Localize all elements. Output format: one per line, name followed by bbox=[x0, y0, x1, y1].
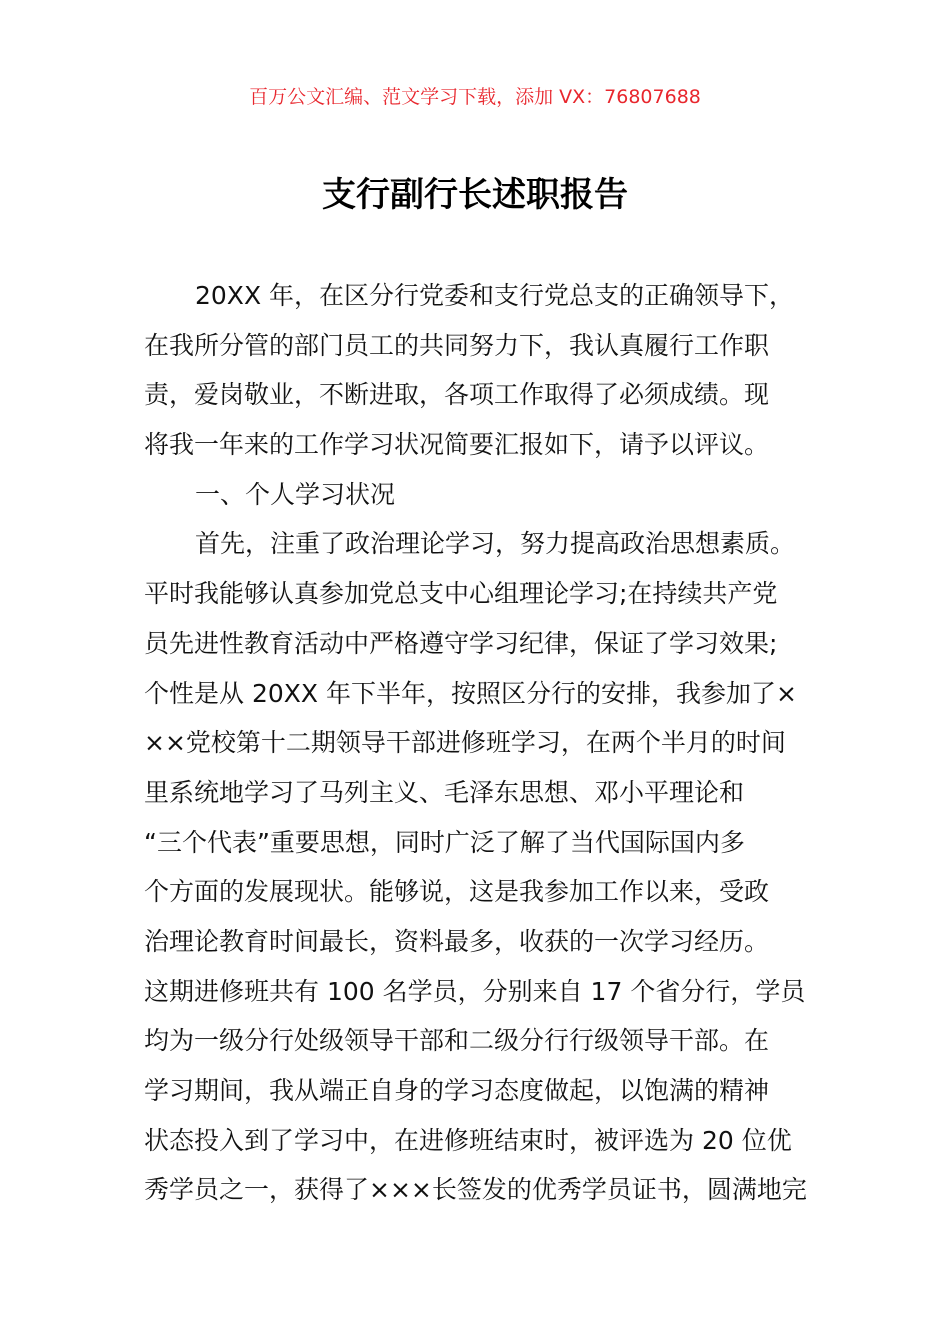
paragraph-line: 学习期间，我从端正自身的学习态度做起，以饱满的精神 bbox=[144, 1076, 770, 1105]
paragraph-line: 首先，注重了政治理论学习，努力提高政治思想素质。 bbox=[195, 529, 796, 559]
paragraph-line: 责，爱岗敬业，不断进取，各项工作取得了必须成绩。现 bbox=[144, 380, 770, 410]
document-title: 支行副行长述职报告 bbox=[322, 175, 628, 215]
paragraph-line: 均为一级分行处级领导干部和二级分行行级领导干部。在 bbox=[144, 1026, 770, 1056]
watermark-banner: 百万公文汇编、范文学习下载，添加 VX：76807688 bbox=[249, 86, 701, 108]
paragraph-line: 员先进性教育活动中严格遵守学习纪律，保证了学习效果; bbox=[144, 628, 778, 658]
paragraph-line: “三个代表”重要思想，同时广泛了解了当代国际国内多 bbox=[144, 827, 745, 857]
section-heading: 一、个人学习状况 bbox=[195, 479, 396, 509]
paragraph-line: 在我所分管的部门员工的共同努力下，我认真履行工作职 bbox=[144, 330, 770, 360]
paragraph-line: 个性是从 20XX 年下半年，按照区分行的安排，我参加了× bbox=[144, 678, 797, 708]
paragraph-line: ××党校第十二期领导干部进修班学习，在两个半月的时间 bbox=[144, 728, 786, 758]
paragraph-line: 20XX 年，在区分行党委和支行党总支的正确领导下， bbox=[195, 281, 795, 310]
paragraph-line: 这期进修班共有 100 名学员，分别来自 17 个省分行，学员 bbox=[144, 976, 806, 1006]
paragraph-line: 将我一年来的工作学习状况简要汇报如下，请予以评议。 bbox=[144, 430, 770, 460]
paragraph-line: 秀学员之一，获得了×××长签发的优秀学员证书，圆满地完 bbox=[144, 1175, 807, 1205]
paragraph-line: 平时我能够认真参加党总支中心组理论学习;在持续共产党 bbox=[144, 579, 778, 609]
document-body bbox=[144, 271, 810, 1215]
paragraph-line: 个方面的发展现状。能够说，这是我参加工作以来，受政 bbox=[144, 877, 770, 907]
paragraph-line: 状态投入到了学习中，在进修班结束时，被评选为 20 位优 bbox=[144, 1125, 792, 1155]
paragraph-line: 治理论教育时间最长，资料最多，收获的一次学习经历。 bbox=[144, 926, 770, 956]
paragraph-line: 里系统地学习了马列主义、毛泽东思想、邓小平理论和 bbox=[144, 777, 745, 807]
